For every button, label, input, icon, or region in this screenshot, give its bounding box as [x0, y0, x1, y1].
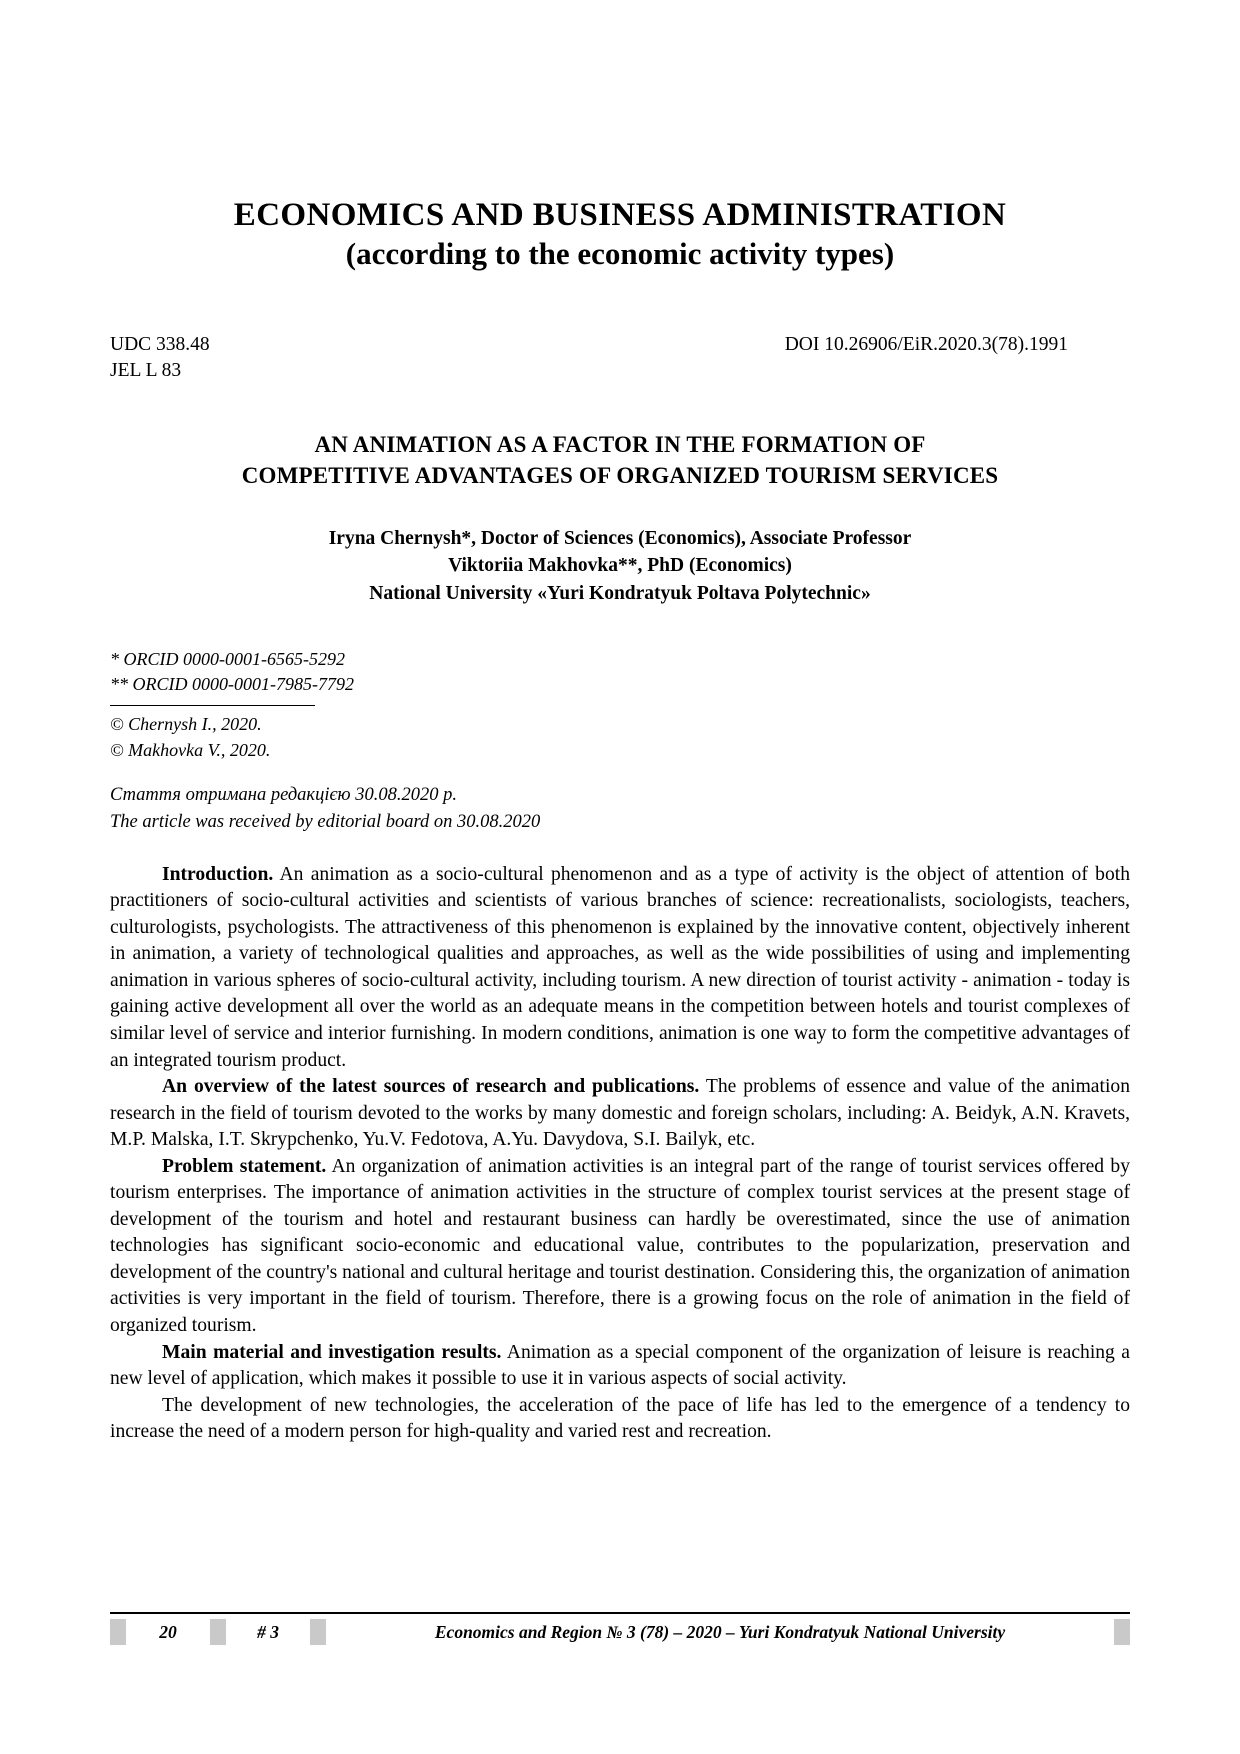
- article-title-line-2: COMPETITIVE ADVANTAGES OF ORGANIZED TOURISM SERVICES: [241, 462, 999, 488]
- footer-gap-2: [310, 1619, 326, 1645]
- page-content: [110, 0, 1130, 1446]
- jel-code: JEL L 83: [110, 360, 182, 381]
- udc-code: UDC 338.48: [110, 333, 210, 355]
- orcid-first: * ORCID 0000-0001-6565-5292: [110, 648, 345, 669]
- article-title: [110, 430, 1130, 491]
- section-heading-line-1: ECONOMICS AND BUSINESS ADMINISTRATION: [233, 197, 1007, 233]
- footer-edge-right: [1114, 1619, 1130, 1645]
- article-title-line-1: AN ANIMATION AS A FACTOR IN THE FORMATION OF: [314, 432, 926, 458]
- paragraph-label-introduction: Introduction.: [162, 863, 274, 885]
- paragraph-main-material: [110, 1340, 1130, 1393]
- section-heading: [110, 196, 1130, 274]
- section-heading-line-2: (according to the economic activity types): [345, 235, 895, 271]
- paragraph-introduction: [110, 862, 1130, 1074]
- paragraph-label-overview: An overview of the latest sources of research and publications.: [162, 1076, 700, 1098]
- footnote-divider: [110, 705, 315, 706]
- author-secondary: Viktoriia Makhovka**, PhD (Economics): [448, 555, 792, 577]
- copyright-block: [110, 712, 1130, 763]
- footer-bar: [110, 1619, 1130, 1645]
- copyright-first: © Chernysh I., 2020.: [110, 714, 262, 735]
- received-date-en: The article was received by editorial board on 30.08.2020: [110, 811, 541, 832]
- paragraph-problem-statement: [110, 1154, 1130, 1340]
- paragraph-text-introduction: An animation as a socio-cultural phenomenon and as a type of activity is the object of attention of both practitioners of socio-cultural activities and scientists of various branches of science: recreationalists, sociologists, teachers, culturologists, psychologists. The attractiveness of this phenomenon is explained by the innovative content, objectively inherent in animation, a variety of technological qualities and approaches, as well as the wide possibilities of using and implementing animation in various spheres of socio-cultural activity, including tourism. A new direction of tourist activity - animation - today is gaining active development all over the world as an adequate means in the competition between hotels and tourist complexes of similar level of service and interior furnishing. In modern conditions, animation is one way to form the competitive advantages of an integrated tourism product.: [110, 863, 1130, 1071]
- paragraph-label-main-material: Main material and investigation results.: [162, 1341, 502, 1363]
- paragraph-text-main-material: Animation as a special component of the organization of leisure is reaching a new level of application, which makes it possible to use it in various aspects of social activity.: [110, 1341, 1130, 1390]
- classification-codes: [110, 332, 210, 385]
- doi-code: DOI 10.26906/EiR.2020.3(78).1991: [784, 333, 1068, 355]
- article-body: [110, 862, 1130, 1446]
- paragraph-text-overview: The problems of essence and value of the animation research in the field of tourism devoted to the works by many domestic and foreign scholars, including: A. Beidyk, A.N. Kravets, M.P. Malska, I.T. Skrypchenko, Yu.V. Fedotova, A.Yu. Davydova, S.I. Bailyk, etc.: [110, 1076, 1130, 1151]
- footer-page-number: 20: [126, 1619, 210, 1645]
- footer-divider: [110, 1612, 1130, 1614]
- received-date-ua: Стаття отримана редакцією 30.08.2020 р.: [110, 785, 457, 806]
- footer-journal-line: Economics and Region № 3 (78) – 2020 – Yuri Kondratyuk National University: [326, 1619, 1114, 1645]
- footer-gap-1: [210, 1619, 226, 1645]
- metadata-row: [110, 332, 1130, 385]
- author-primary: Iryna Chernysh*, Doctor of Sciences (Economics), Associate Professor: [328, 528, 912, 550]
- orcid-block: [110, 647, 1130, 698]
- paragraph-development: The development of new technologies, the acceleration of the pace of life has led to the emergence of a tendency to increase the need of a modern person for high-quality and varied rest and recreation.: [110, 1394, 1130, 1443]
- copyright-second: © Makhovka V., 2020.: [110, 739, 271, 760]
- affiliation: National University «Yuri Kondratyuk Poltava Polytechnic»: [369, 582, 871, 604]
- orcid-second: ** ORCID 0000-0001-7985-7792: [110, 674, 354, 695]
- footer-edge-left: [110, 1619, 126, 1645]
- paragraph-text-problem-statement: An organization of animation activities is an integral part of the range of tourist services offered by tourism enterprises. The importance of animation activities in the structure of complex tourist services at the present stage of development of the tourism and hotel and restaurant business can hardly be overestimated, since the use of animation technologies has significant socio-economic and educational value, contributes to the popularization, preservation and development of the country's national and cultural heritage and tourist destination. Considering this, the organization of animation activities is very important in the field of tourism. Therefore, there is a growing focus on the role of animation in the field of organized tourism.: [110, 1155, 1130, 1337]
- paragraph-label-problem-statement: Problem statement.: [162, 1155, 327, 1177]
- received-block: [110, 782, 1130, 836]
- authors-block: [110, 525, 1130, 607]
- page-footer: [110, 1612, 1130, 1645]
- footer-issue-number: # 3: [226, 1619, 310, 1645]
- paragraph-overview: [110, 1074, 1130, 1154]
